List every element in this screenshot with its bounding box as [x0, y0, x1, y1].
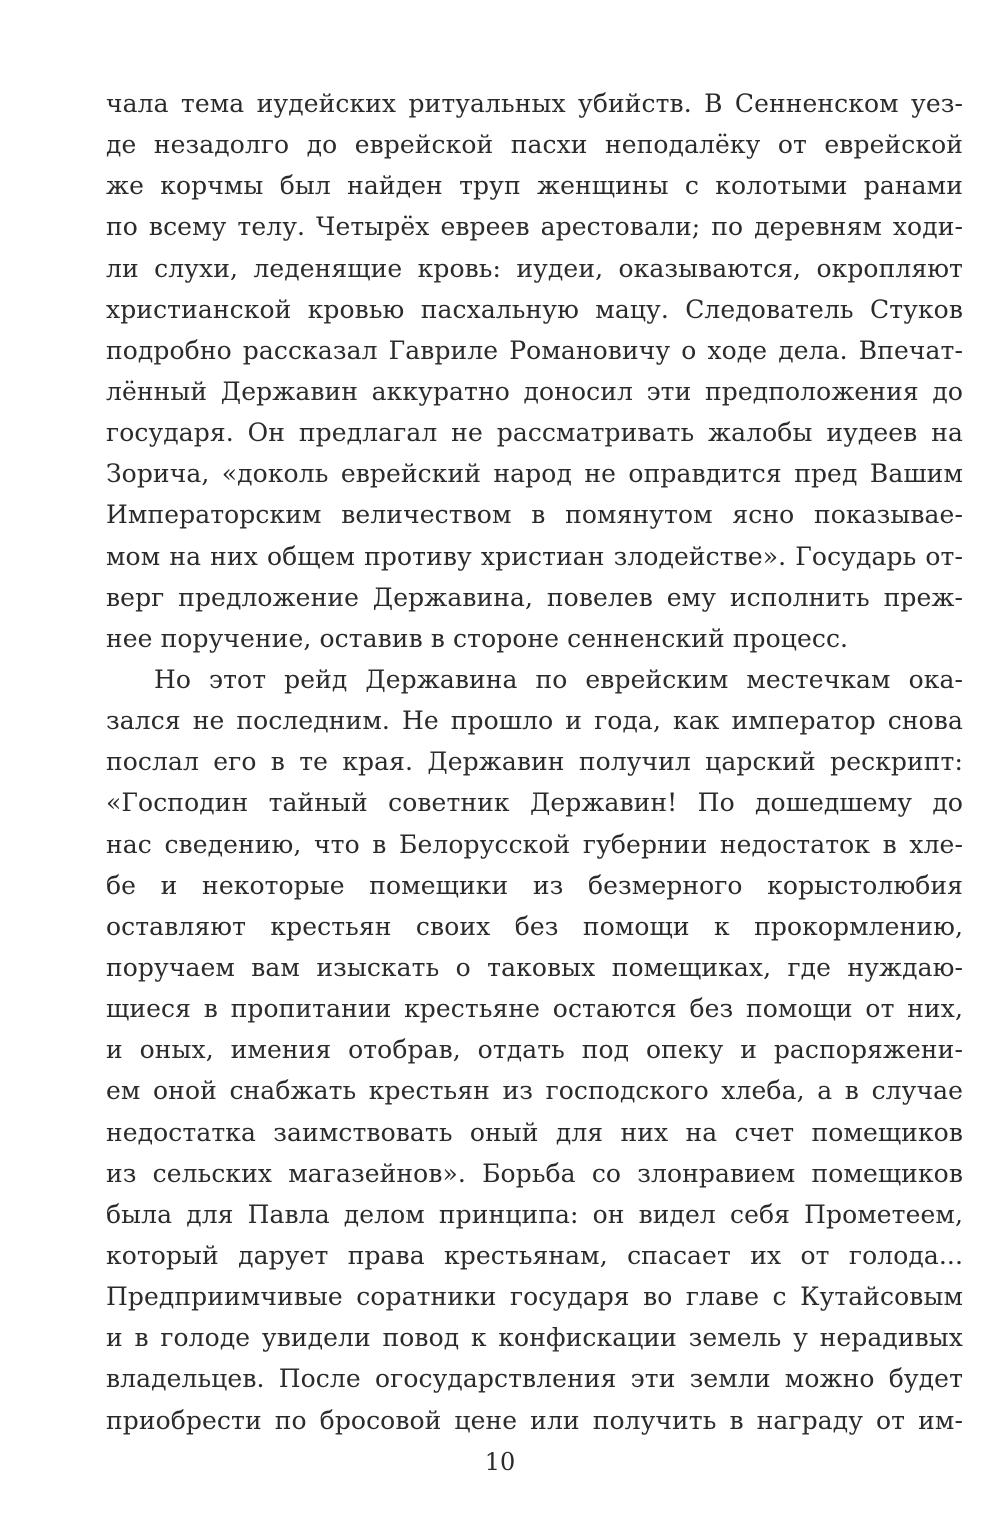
text-line: лённый Державин аккуратно доносил эти предположения до	[106, 376, 963, 406]
text-line: Предприимчивые соратники государя во главе с Кутайсовым	[106, 1282, 963, 1312]
text-line: поручаем вам изыскать о таковых помещиках, где нуждаю-	[106, 952, 963, 982]
text-line: бе и некоторые помещики из безмерного корыстолюбия	[106, 870, 963, 900]
page-number: 10	[484, 1448, 516, 1476]
text-line: приобрести по бросовой цене или получить в награду от им-	[106, 1405, 963, 1435]
text-line: была для Павла делом принципа: он видел себя Прометеем,	[106, 1199, 963, 1229]
text-line: ем оной снабжать крестьян из господского хлеба, а в случае	[106, 1076, 963, 1106]
text-line: по всему телу. Четырёх евреев арестовали; по деревням ходи-	[106, 212, 963, 242]
text-line: и оных, имения отобрав, отдать под опеку и распоряжени-	[106, 1035, 963, 1065]
text-line: же корчмы был найден труп женщины с колотыми ранами	[106, 171, 963, 201]
text-line: владельцев. После огосударствления эти земли можно будет	[106, 1364, 963, 1394]
text-line: нее поручение, оставив в стороне сенненский процесс.	[106, 623, 849, 653]
text-line: недостатка заимствовать оный для них на счет помещиков	[106, 1117, 963, 1147]
text-line: ли слухи, леденящие кровь: иудеи, оказываются, окропляют	[106, 253, 963, 283]
text-line: который дарует права крестьянам, спасает их от голода...	[106, 1240, 963, 1270]
text-line: Зорича, «доколь еврейский народ не оправдится пред Вашим	[106, 459, 963, 489]
text-line: «Господин тайный советник Державин! По дошедшему до	[106, 788, 963, 818]
text-line: щиеся в пропитании крестьяне остаются без помощи от них,	[106, 994, 963, 1024]
body-text	[106, 83, 963, 1441]
text-line: из сельских магазейнов». Борьба со злонравием помещиков	[106, 1158, 963, 1188]
text-line: оставляют крестьян своих без помощи к прокормлению,	[106, 911, 963, 941]
text-line: нас сведению, что в Белорусской губернии недостаток в хле-	[106, 829, 963, 859]
text-line: верг предложение Державина, повелев ему исполнить преж-	[106, 582, 963, 612]
text-line: подробно рассказал Гавриле Романовичу о ходе дела. Впечат-	[106, 335, 963, 365]
text-line: и в голоде увидели повод к конфискации земель у нерадивых	[106, 1323, 963, 1353]
text-line: государя. Он предлагал не рассматривать жалобы иудеев на	[106, 418, 963, 448]
text-line: чала тема иудейских ритуальных убийств. В Сенненском уез-	[106, 89, 963, 118]
text-line: христианской кровью пасхальную мацу. Следователь Стуков	[106, 294, 963, 324]
text-line: де незадолго до еврейской пасхи неподалёку от еврейской	[106, 130, 963, 160]
text-line: Но этот рейд Державина по еврейским местечкам ока-	[154, 664, 963, 694]
text-line: послал его в те края. Державин получил царский рескрипт:	[106, 747, 963, 777]
text-line: зался не последним. Не прошло и года, как император снова	[106, 706, 963, 736]
text-line: Императорским величеством в помянутом ясно показывае-	[106, 500, 963, 530]
text-line: мом на них общем противу христиан злодействе». Государь от-	[106, 541, 963, 571]
